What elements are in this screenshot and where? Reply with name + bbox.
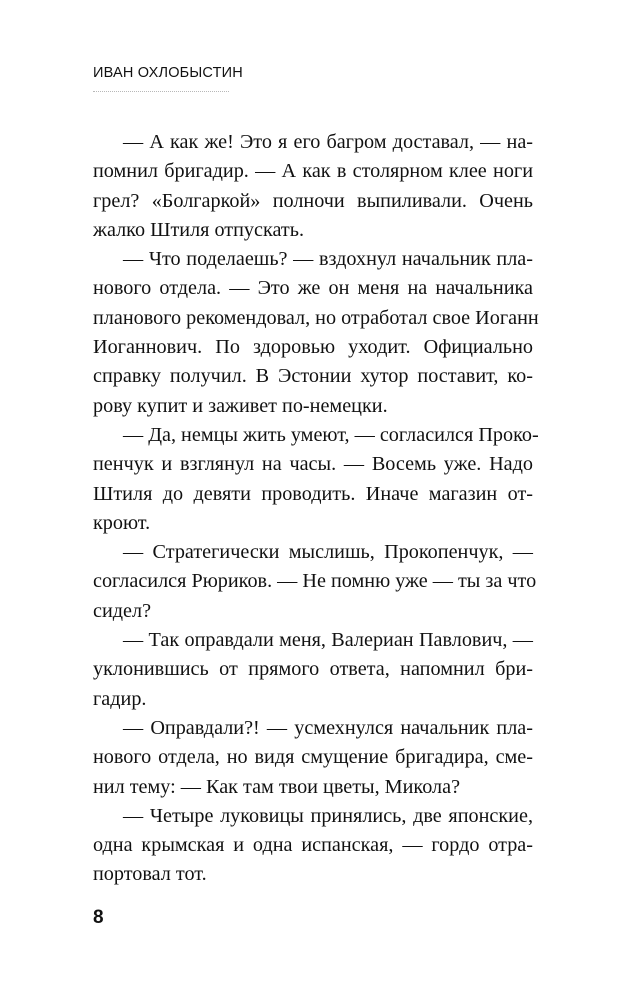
text-line: справку получил. В Эстонии хутор поставит, ко- xyxy=(93,365,533,388)
text-line: планового рекомендовал, но отработал свое Иоганн xyxy=(93,306,539,329)
text-line: нового отдела. — Это же он меня на начальника xyxy=(93,277,533,300)
text-line: нового отдела, но видя смущение бригадира, сме- xyxy=(93,746,533,769)
text-line: — Что поделаешь? — вздохнул начальник пла- xyxy=(123,248,533,271)
text-line: одна крымская и одна испанская, — гордо отра- xyxy=(93,834,533,857)
text-line: рову купит и заживет по-немецки. xyxy=(93,394,388,417)
text-line: Иоганнович. По здоровью уходит. Официально xyxy=(93,336,533,359)
text-line: сидел? xyxy=(93,599,152,622)
page-number: 8 xyxy=(93,907,104,928)
text-line: согласился Рюриков. — Не помню уже — ты за что xyxy=(93,570,537,593)
text-line: — Да, немцы жить умеют, — согласился Проко- xyxy=(123,423,539,446)
text-line: жалко Штиля отпускать. xyxy=(93,218,305,241)
text-line: помнил бригадир. — А как в столярном клее ноги xyxy=(93,160,533,183)
text-line: — А как же! Это я его багром доставал, — на- xyxy=(123,131,533,153)
text-line: пенчук и взглянул на часы. — Восемь уже. Надо xyxy=(93,453,533,476)
text-line: портовал тот. xyxy=(93,863,207,886)
text-line: — Четыре луковицы принялись, две японские, xyxy=(123,804,533,827)
header-divider xyxy=(93,91,229,92)
body-text xyxy=(93,128,539,890)
text-line: — Оправдали?! — усмехнулся начальник пла- xyxy=(123,716,533,739)
text-line: гадир. xyxy=(93,687,147,710)
running-head: ИВАН ОХЛОБЫСТИН xyxy=(93,65,243,81)
text-line: Штиля до девяти проводить. Иначе магазин от- xyxy=(93,482,533,505)
text-line: нил тему: — Как там твои цветы, Микола? xyxy=(93,775,461,798)
text-line: уклонившись от прямого ответа, напомнил бри- xyxy=(93,658,533,681)
text-line: — Стратегически мыслишь, Прокопенчук, — xyxy=(123,541,533,564)
text-line: кроют. xyxy=(93,511,151,534)
text-line: — Так оправдали меня, Валериан Павлович, — xyxy=(123,629,533,652)
text-line: грел? «Болгаркой» полночи выпиливали. Очень xyxy=(93,189,533,212)
